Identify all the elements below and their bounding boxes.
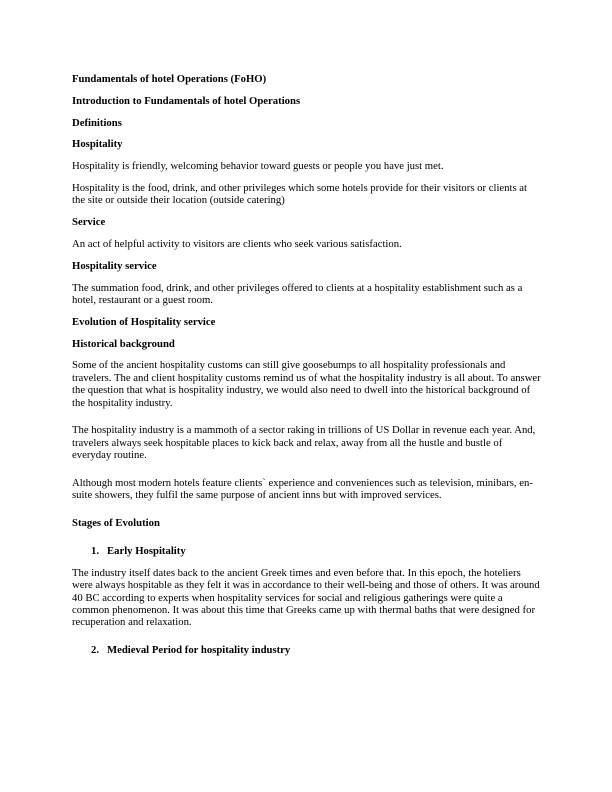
hospitality-heading: Hospitality (72, 138, 123, 151)
document-title: Fundamentals of hotel Operations (FoHO) (72, 73, 267, 85)
stage-number: 1. (91, 545, 100, 557)
stage-heading (72, 644, 542, 656)
service-heading: Service (72, 216, 106, 229)
stages-heading: Stages of Evolution (72, 517, 160, 530)
stages-list (72, 545, 542, 657)
historical-paragraph: Although most modern hotels feature clients` experience and conveniences such as television, minibars, en-suite showers, they fulfil the same purpose of ancient inns but with improved services. (72, 477, 533, 502)
stage-item (72, 644, 542, 656)
historical-heading: Historical background (72, 337, 175, 350)
historical-paragraph: The hospitality industry is a mammoth of a sector raking in trillions of US Dollar in revenue each year. And, travelers always seek hospitable places to kick back and relax, away from all the hustle and bustle of everyday routine. (72, 424, 536, 462)
stage-paragraph: The industry itself dates back to the ancient Greek times and even before that. In this epoch, the hoteliers were always hospitable as they felt it was in accordance to their well-being and those of others. It was around 40 BC according to experts when hospitality services for social and religious gatherings were quite a common phenomenon. It was about this time that Greeks came up with thermal baths that were designed for recuperation and relaxation. (72, 566, 540, 629)
stage-heading (72, 545, 542, 557)
stage-title: Medieval Period for hospitality industry (107, 644, 291, 657)
stage-item (72, 545, 542, 644)
service-paragraph: An act of helpful activity to visitors are clients who seek various satisfaction. (72, 237, 402, 250)
evolution-heading: Evolution of Hospitality service (72, 315, 216, 328)
stage-number: 2. (91, 644, 100, 657)
stage-title: Early Hospitality (107, 545, 186, 557)
intro-heading: Introduction to Fundamentals of hotel Operations (72, 94, 301, 107)
hospitality-paragraph: Hospitality is the food, drink, and other privileges which some hotels provide for their visitors or clients at the site or outside their location (outside catering) (72, 181, 528, 207)
hospitality-service-heading: Hospitality service (72, 259, 157, 272)
definitions-heading: Definitions (72, 116, 122, 129)
historical-paragraph: Some of the ancient hospitality customs can still give goosebumps to all hospitality professionals and travelers. The and client hospitality customs remind us of what the hospitality industry is all about. To answer the question that what is hospitality industry, we would also need to dwell into the historical background of the hospitality industry. (72, 359, 541, 409)
hospitality-service-paragraph: The summation food, drink, and other privileges offered to clients at a hospitality establishment such as a hotel, restaurant or a guest room. (72, 281, 523, 306)
hospitality-paragraph: Hospitality is friendly, welcoming behavior toward guests or people you have just met. (72, 160, 444, 173)
